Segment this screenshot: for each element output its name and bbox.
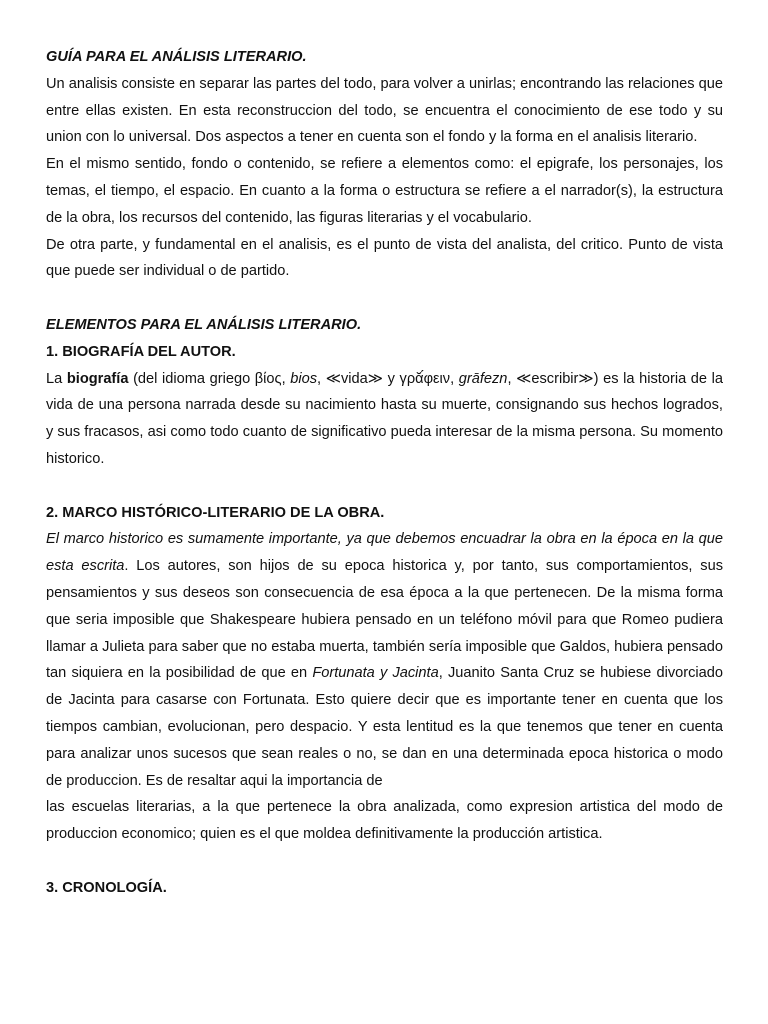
biography-text-4: , ≪escribir≫) es la historia de la vida de una persona narrada desde su nacimiento hasta su muerte, consignando sus hechos logrados, y sus fracasos, asi como todo cuanto de significativo pueda interesar de la misma persona. Su momento historico. <box>46 370 723 467</box>
biography-paragraph <box>46 366 723 473</box>
spacer <box>46 473 723 500</box>
bios-word: bios <box>290 370 318 387</box>
guide-paragraph-1: Un analisis consiste en separar las partes del todo, para volver a unirlas; encontrando las relaciones que entre ellas existen. En esta reconstruccion del todo, se encuentra el conocimiento de ese todo y su union con lo universal. Dos aspectos a tener en cuenta son el fondo y la forma en el analisis literario. <box>46 75 723 146</box>
historical-frame-lead: El marco historico es sumamente importante, ya que debemos encuadrar la obra en la época en la que esta escrita <box>46 531 723 575</box>
grafezn-word: grāfezn <box>458 370 508 387</box>
guide-paragraph-2: En el mismo sentido, fondo o contenido, se refiere a elementos como: el epigrafe, los personajes, los temas, el tiempo, el espacio. En cuanto a la forma o estructura se refiere a el narrador(s), la estructura de la obra, los recursos del contenido, las figuras literarias y el vocabulario. <box>46 156 723 226</box>
biography-term: biografía <box>66 370 129 387</box>
elements-title: ELEMENTOS PARA EL ANÁLISIS LITERARIO. <box>46 316 362 333</box>
guide-paragraph-3: De otra parte, y fundamental en el analisis, es el punto de vista del analista, del critico. Punto de vista que puede ser individual o de partido. <box>46 236 723 280</box>
historical-frame-text-1: . Los autores, son hijos de su epoca historica y, por tanto, sus comportamientos, sus pensamientos y sus deseos son consecuencia de esa época a la que pertenecen. De la misma forma que seria imposible que Shakespeare hubiera pensado en un teléfono móvil para que Romeo pudiera llamar a Julieta para saber que no estaba muerta, también sería imposible que Galdos, hubiera pensado tan siquiera en la posibilidad de que en <box>46 558 723 682</box>
section-1-title: 1. BIOGRAFÍA DEL AUTOR. <box>46 343 236 360</box>
biography-text-2: (del idioma griego βίος, <box>128 370 291 387</box>
literary-schools-paragraph: las escuelas literarias, a la que pertenece la obra analizada, como expresion artistica del modo de produccion economico; quien es el que moldea definitivamente la producción artistica. <box>46 799 723 843</box>
biography-text-3: , ≪vida≫ y γρᾰ́φειν, <box>317 370 459 387</box>
historical-frame-paragraph <box>46 526 723 794</box>
spacer <box>46 285 723 312</box>
spacer <box>46 848 723 875</box>
section-3-title: 3. CRONOLOGÍA. <box>46 879 167 896</box>
historical-frame-text-2: , Juanito Santa Cruz se hubiese divorciado de Jacinta para casarse con Fortunata. Esto quiere decir que es importante tener en cuenta que los tiempos cambian, evolucionan, pero despacio. Y esta lentitud es la que tenemos que tener en cuenta para analizar unos sucesos que sean reales o no, se dan en una determinada epoca historica o modo de produccion. Es de resaltar aqui la importancia de <box>46 665 723 789</box>
biography-text-1: La <box>46 370 67 387</box>
document-page <box>46 44 723 902</box>
work-title: Fortunata y Jacinta <box>312 665 439 682</box>
guide-title: GUÍA PARA EL ANÁLISIS LITERARIO. <box>46 49 307 65</box>
section-2-title: 2. MARCO HISTÓRICO-LITERARIO DE LA OBRA. <box>46 504 385 521</box>
